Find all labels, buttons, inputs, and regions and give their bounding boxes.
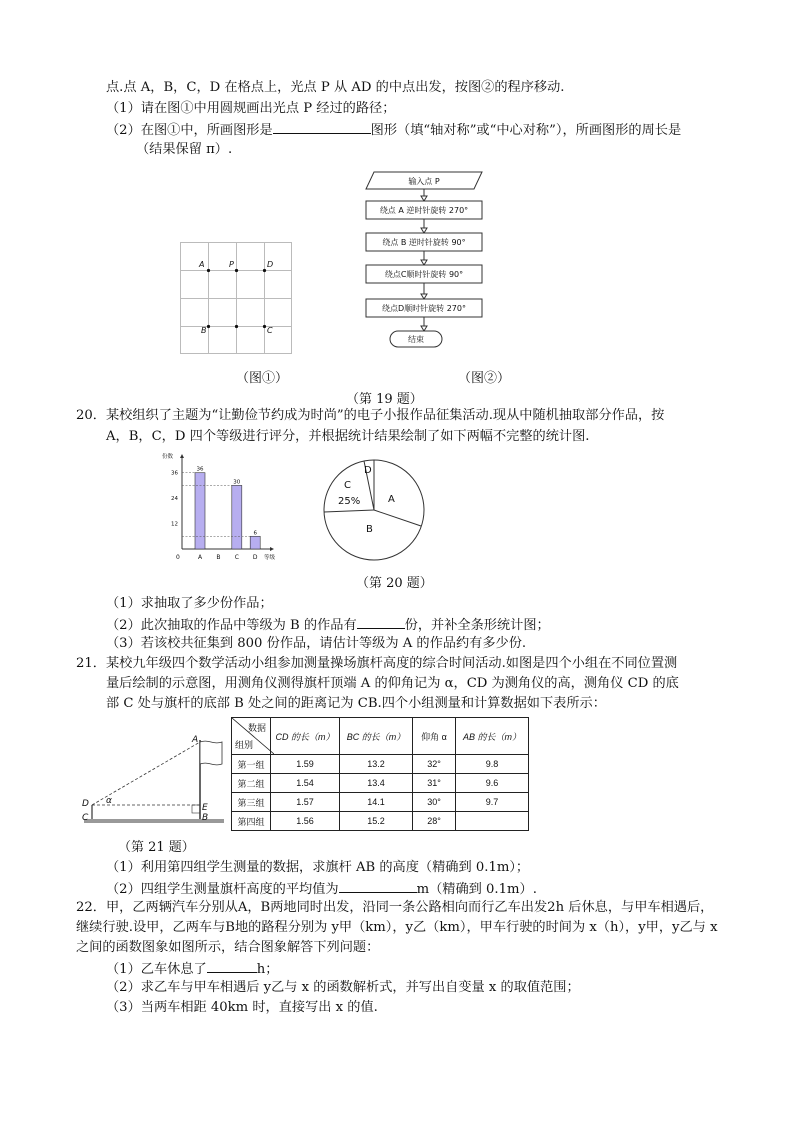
table-cell: 第三组 xyxy=(232,793,271,812)
table-corner-top: 数据 xyxy=(247,723,266,733)
q21-caption: （第 21 题） xyxy=(118,840,195,855)
q19-item2-a: （2）在图①中，所画图形是 xyxy=(106,123,273,138)
bar-c xyxy=(232,485,242,549)
x-tick-label: C xyxy=(234,554,239,561)
q21-flagpole-figure xyxy=(80,730,230,830)
table-cell: 第一组 xyxy=(232,755,271,774)
q20-blank xyxy=(357,614,405,629)
pie-label-pct: 25% xyxy=(338,496,361,507)
table-cell: 9.6 xyxy=(456,774,529,793)
grid-label-d: D xyxy=(267,260,274,269)
q22-item1-a: （1）乙车休息了 xyxy=(106,962,207,977)
bar-value-label-a: 36 xyxy=(196,466,204,473)
table-row xyxy=(232,793,529,812)
table-corner-cell xyxy=(232,718,271,755)
x-tick-label: A xyxy=(197,554,203,561)
bar-d xyxy=(250,536,260,549)
bar-value-label-d: 6 xyxy=(253,530,257,537)
q19-item2-c: （结果保留 π）. xyxy=(136,142,233,157)
table-cell: 32° xyxy=(413,755,456,774)
pie-label-d: D xyxy=(364,465,372,476)
fig21-label-d: D xyxy=(82,799,89,809)
flow-step-a: 绕点 A 逆时针旋转 270° xyxy=(379,206,469,215)
q20-line1: 20．某校组织了主题为“让勤俭节约成为时尚”的电子小报作品征集活动.现从中随机抽取部分作品，按 xyxy=(76,408,665,423)
flow-step-c: 绕点C顺时针旋转 90° xyxy=(384,270,464,279)
q19-fig2-caption: （图②） xyxy=(458,371,511,386)
q21-item1: （1）利用第四组学生测量的数据，求旗杆 AB 的高度（精确到 0.1m）； xyxy=(106,860,530,875)
table-cell: 15.2 xyxy=(340,812,413,831)
x-axis-arrow xyxy=(270,547,274,551)
table-cell: 14.1 xyxy=(340,793,413,812)
table-cell: 13.2 xyxy=(340,755,413,774)
table-row xyxy=(232,812,529,831)
q21-line3: 部 C 处与旗杆的底部 B 处之间的距离记为 CB.四个小组测量和计算数据如下表所示： xyxy=(106,696,606,711)
table-cell: 1.59 xyxy=(271,755,340,774)
q21-line1: 21．某校九年级四个数学活动小组参加测量操场旗杆高度的综合时间活动.如图是四个小组在不同位置测 xyxy=(76,656,678,671)
table-row xyxy=(232,774,529,793)
q22-item1-b: h； xyxy=(256,962,279,977)
table-header-ab: AB 的长（m） xyxy=(456,718,529,755)
y-tick-label: 36 xyxy=(171,470,178,477)
q22-item2: （2）求乙车与甲车相遇后 y乙与 x 的函数解析式，并写出自变量 x 的取值范围； xyxy=(106,980,580,995)
pie-label-c: C xyxy=(344,480,351,491)
q19-blank-1 xyxy=(273,119,371,134)
q21-data-table xyxy=(231,717,529,831)
pie-label-b: B xyxy=(366,524,373,535)
table-cell: 28° xyxy=(413,812,456,831)
q21-item2-b: m（精确到 0.1m）. xyxy=(416,882,537,897)
table-cell: 第四组 xyxy=(232,812,271,831)
q22-line1: 22．甲，乙两辆汽车分别从A，B两地同时出发，沿同一条公路相向而行乙车出发2h 后休息，与甲车相遇后， xyxy=(76,900,714,915)
q20-item3: （3）若该校共征集到 800 份作品，请估计等级为 A 的作品约有多少份. xyxy=(106,636,527,651)
q22-item3: （3）当两车相距 40km 时，直接写出 x 的值. xyxy=(106,1000,378,1015)
grid-label-b: B xyxy=(201,326,207,335)
q22-line2: 继续行驶.设甲，乙两车与B地的路程分别为 y甲（km），y乙（km），甲车行驶的时间为 x（h），y甲，y乙与 x xyxy=(76,920,718,935)
table-cell: 1.54 xyxy=(271,774,340,793)
q19-item2-b: 图形（填“轴对称”或“中心对称”），所画图形的周长是 xyxy=(370,123,682,138)
q22-blank xyxy=(207,958,257,973)
grid-label-p: P xyxy=(229,260,234,269)
q20-item1: （1）求抽取了多少份作品； xyxy=(106,596,273,611)
pie-label-a: A xyxy=(388,494,395,505)
q21-item2-a: （2）四组学生测量旗杆高度的平均值为 xyxy=(106,882,339,897)
q19-line1: 点.点 A，B，C，D 在格点上，光点 P 从 AD 的中点出发，按图②的程序移动. xyxy=(106,80,565,95)
y-axis-arrow xyxy=(180,454,184,458)
table-cell: 13.4 xyxy=(340,774,413,793)
q19-flowchart xyxy=(360,166,490,356)
grid-label-a: A xyxy=(199,260,205,269)
flow-step-input: 输入点 P xyxy=(408,177,440,186)
q20-item2-a: （2）此次抽取的作品中等级为 B 的作品有 xyxy=(106,618,357,633)
table-cell: 9.8 xyxy=(456,755,529,774)
q20-line2: A，B，C，D 四个等级进行评分，并根据统计结果绘制了如下两幅不完整的统计图. xyxy=(106,429,590,444)
table-cell: 30° xyxy=(413,793,456,812)
flow-step-d: 绕点D顺时针旋转 270° xyxy=(382,304,466,313)
fig21-label-c: C xyxy=(82,813,89,823)
q22-line3: 之间的函数图象如图所示，结合图象解答下列问题： xyxy=(76,940,380,955)
table-cell: 31° xyxy=(413,774,456,793)
table-cell xyxy=(456,812,529,831)
q19-caption: （第 19 题） xyxy=(346,392,423,407)
table-cell: 1.56 xyxy=(271,812,340,831)
fig21-label-a: A xyxy=(192,735,199,745)
table-header-bc: BC 的长（m） xyxy=(340,718,413,755)
q20-item2 xyxy=(106,614,550,636)
x-tick-label: B xyxy=(216,554,221,561)
q21-item2 xyxy=(106,878,537,900)
table-cell: 9.7 xyxy=(456,793,529,812)
y-tick-label: 12 xyxy=(171,521,178,528)
q19-item1: （1）请在图①中用圆规画出光点 P 经过的路径； xyxy=(106,101,396,116)
q20-caption: （第 20 题） xyxy=(356,576,433,591)
table-header-angle: 仰角 α xyxy=(413,718,456,755)
fig21-label-b: B xyxy=(202,813,209,823)
x-axis-label: 等级 xyxy=(264,555,276,561)
table-cell: 第二组 xyxy=(232,774,271,793)
fig21-label-alpha: α xyxy=(106,796,112,806)
flow-step-b: 绕点 B 逆时针旋转 90° xyxy=(382,238,466,247)
q22-item1 xyxy=(106,958,278,980)
origin-label: 0 xyxy=(176,554,180,561)
q21-blank xyxy=(339,878,417,893)
table-row xyxy=(232,755,529,774)
table-corner-bottom: 组别 xyxy=(235,740,254,750)
y-tick-label: 24 xyxy=(171,496,178,503)
q19-grid-figure xyxy=(180,242,292,354)
x-tick-label: D xyxy=(252,554,258,561)
table-header-cd: CD 的长（m） xyxy=(271,718,340,755)
grid-label-c: C xyxy=(267,326,273,335)
q21-line2: 量后绘制的示意图，用测角仪测得旗杆顶端 A 的仰角记为 α，CD 为测角仪的高，测角仪 CD 的底 xyxy=(106,676,679,691)
fig21-label-e: E xyxy=(202,803,208,813)
q19-item2 xyxy=(106,119,681,141)
q19-fig1-caption: （图①） xyxy=(236,371,289,386)
q20-bar-chart xyxy=(160,450,295,568)
bar-a xyxy=(195,473,205,549)
q20-pie-chart xyxy=(318,458,434,562)
table-cell: 1.57 xyxy=(271,793,340,812)
q19-item2-tail xyxy=(136,140,232,160)
bar-value-label-c: 30 xyxy=(233,479,241,486)
flow-step-end: 结束 xyxy=(408,335,424,344)
q20-item2-b: 份，并补全条形统计图； xyxy=(404,618,550,633)
y-axis-label: 份数 xyxy=(162,454,174,460)
